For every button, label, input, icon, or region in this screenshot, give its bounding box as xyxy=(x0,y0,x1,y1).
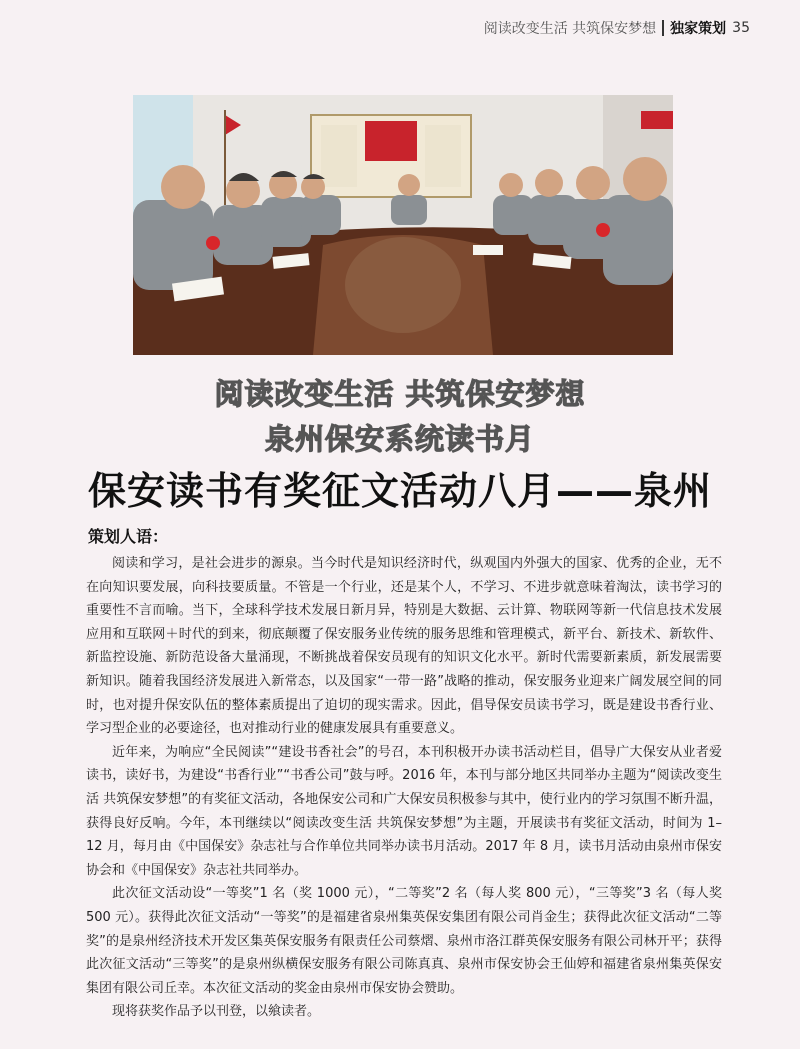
subtitle-line2: 泉州保安系统读书月 xyxy=(264,422,535,456)
paragraph: 阅读和学习，是社会进步的源泉。当今时代是知识经济时代，纵观国内外强大的国家、优秀的企业，无不在向知识要发展，向科技要质量。不管是一个行业，还是某个人，不学习、不进步就意味着淘汰，读书学习的重要性不言而喻。当下，全球科学技术发展日新月异，特别是大数据、云计算、物联网等新一代信息技术发展应用和互联网＋时代的到来，彻底颠覆了保安服务业传统的服务思维和管理模式，新平台、新技术、新软件、新监控设施、新防范设备大量涌现，不断挑战着保安员现有的知识文化水平。新时代需要新素质，新发展需要新知识。随着我国经济发展进入新常态，以及国家“一带一路”战略的推动，保安服务业迎来广阔发展空间的同时，也对提升保安队伍的整体素质提出了迫切的现实需求。因此，倡导保安员读书学习，既是建设书香行业、学习型企业的必要途径，也对推动行业的健康发展具有重要意义。 xyxy=(86,556,722,737)
paragraph: 近年来，为响应“全民阅读”“建设书香社会”的号召，本刊积极开办读书活动栏目，倡导广大保安从业者爱读书，读好书，为建设“书香行业”“书香公司”鼓与呼。2016 年，本刊与部分地区共同举办主题为“阅读改变生活 共筑保安梦想”的有奖征文活动，各地保安公司和广大保安员积极参与其中，使行业内的学习氛围不断升温，获得良好反响。今年，本刊继续以“阅读改变生活 共筑保安梦想”为主题，开展读书有奖征文活动，时间为 1–12 月，每月由《中国保安》杂志社与合作单位共同举办读书月活动。2017 年 8 月，读书月活动由泉州市保安协会和《中国保安》杂志社共同举办。 xyxy=(86,744,722,878)
page-header xyxy=(484,18,750,38)
article-body xyxy=(86,552,722,1024)
section-name: 独家策划 xyxy=(670,21,727,37)
meeting-photo-illustration xyxy=(133,95,673,355)
paragraph: 现将获奖作品予以刊登，以飨读者。 xyxy=(112,1004,321,1020)
subtitle-line1: 阅读改变生活 共筑保安梦想 xyxy=(214,377,586,411)
paragraph: 此次征文活动设“一等奖”1 名（奖 1000 元），“二等奖”2 名（每人奖 800 元），“三等奖”3 名（每人奖 500 元）。获得此次征文活动“一等奖”的是福建省泉州集英保安集团有限公司肖金生；获得此次征文活动“二等奖”的是泉州经济技术开发区集英保安服务有限责任公司蔡熠、泉州市洛江群英保安服务有限公司林开平；获得此次征文活动“三等奖”的是泉州纵横保安服务有限公司陈真真、泉州市保安协会王仙婷和福建省泉州集英保安集团有限公司丘幸。本次征文活动的奖金由泉州市保安协会赞助。 xyxy=(86,886,722,996)
page-number: 35 xyxy=(732,20,750,36)
meeting-photo xyxy=(133,95,673,355)
series-title: 阅读改变生活 共筑保安梦想 xyxy=(483,21,657,37)
page-title: 保安读书有奖征文活动八月——泉州 xyxy=(87,469,712,513)
planner-heading: 策划人语： xyxy=(88,527,169,546)
header-divider xyxy=(662,20,664,36)
